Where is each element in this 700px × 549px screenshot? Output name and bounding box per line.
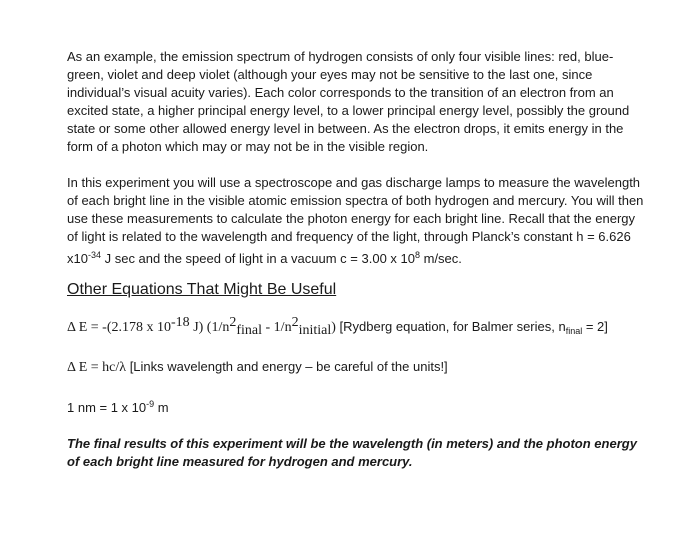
light-speed-exponent: 8 [414,250,420,260]
rydberg-sub-final: final [236,323,263,338]
experiment-text-2: J sec and the speed of light in a vacuum c = 3.00 x 10 [100,251,415,266]
rydberg-note: [Rydberg equation, for Balmer series, n [335,319,566,334]
rydberg-note-end: = 2] [582,319,608,334]
section-heading: Other Equations That Might Be Useful [67,281,337,298]
rydberg-close: ) [331,320,336,335]
rydberg-lhs: Δ E = -(2.178 x 10 [67,320,172,335]
energy-formula: Δ E = hc/λ [67,360,127,375]
conversion-unit: m [154,400,169,415]
final-results-statement: The final results of this experiment will be the wavelength (in meters) and the photon energy of each bright line measured for hydrogen and mercury. [67,436,637,469]
rydberg-mid-2: - 1/n [262,320,292,335]
conversion-text: 1 nm = 1 x 10 [67,400,147,415]
rydberg-sub-initial: initial [298,323,332,338]
rydberg-square-2: 2 [291,315,299,330]
rydberg-equation [67,314,647,340]
rydberg-mid-1: J) (1/n [189,320,230,335]
planck-exponent: -34 [87,250,101,260]
experiment-paragraph [67,174,647,268]
rydberg-exponent: -18 [171,315,190,330]
rydberg-square-1: 2 [229,315,237,330]
experiment-text-1: In this experiment you will use a spectroscope and gas discharge lamps to measure the wavelength of each bright line in the visible atomic emission spectra of both hydrogen and mercury. You will then use these measurements to calculate the photon energy for each bright line. Recall that the energy of light is related to the wavelength and frequency of the light, through Planck’s constant h = 6.626 x10 [67,175,644,266]
document-page [67,48,647,471]
conversion-exponent: -9 [146,399,155,409]
intro-paragraph: As an example, the emission spectrum of hydrogen consists of only four visible lines: red, blue-green, violet and deep violet (although your eyes may not be sensitive to the last one, since individual’s visual acuity varies). Each color corresponds to the transition of an electron from an excited state, a higher principal energy level, to a lower principal energy level, possibly the ground state or some other allowed energy level in between. As the electron drops, it emits energy in the form of a photon which may or may not be in the visible region. [67,49,630,154]
energy-wavelength-equation [67,358,647,377]
experiment-text-3: m/sec. [420,251,462,266]
nanometer-conversion [67,395,647,417]
energy-note: [Links wavelength and energy – be careful of the units!] [126,359,448,374]
rydberg-note-sub: final [565,326,583,336]
